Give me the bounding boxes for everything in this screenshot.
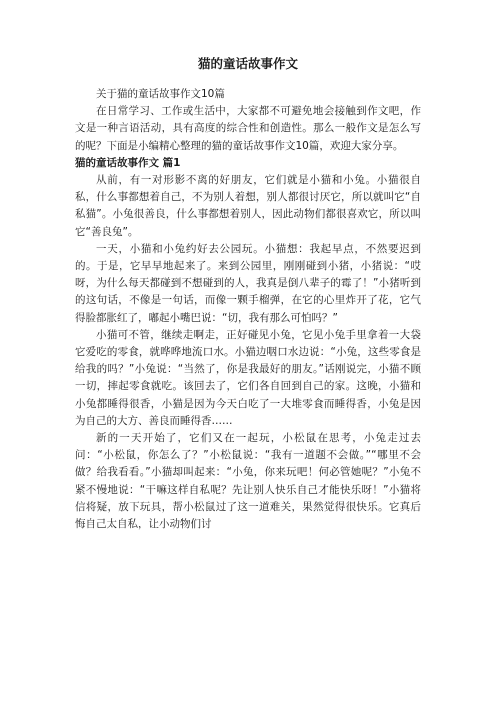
intro-line: 关于猫的童话故事作文10篇: [96, 88, 225, 100]
story-paragraph: 新的一天开始了，它们又在一起玩，小松鼠在思考，小兔走过去问：“小松鼠，你怎么了？”小松鼠说：“我有一道题不会做。”“哪里不会做？给我看看。”小猫却叫起来：“小兔，你来玩吧！何必管她呢？”小兔不紧不慢地说：“干嘛这样自私呢？先让别人快乐自己才能快乐呀！”小猫将信将疑，放下玩具，帮小松鼠过了这一道难关，果然觉得很快乐。它真后悔自己太自私，让小动物们讨: [75, 432, 421, 531]
section-heading: 猫的童话故事作文 篇1: [75, 156, 181, 169]
intro-paragraph: 在日常学习、工作或生活中，大家都不可避免地会接触到作文吧，作文是一种言语活动，具有高度的综合性和创造性。那么一般作文是怎么写的呢？下面是小编精心整理的猫的童话故事作文10篇，欢迎大家分享。: [75, 105, 421, 152]
story-paragraph: 一天，小猫和小兔约好去公园玩。小猫想：我起早点，不然要迟到的。于是，它早早地起来了。来到公园里，刚刚碰到小猪，小猪说：“哎呀，为什么每天都碰到不想碰到的人，我真是倒八辈子的霉了！”小猪听到的这句话，不像是一句话，而像一颗手榴弹，在它的心里炸开了花，它气得脸都胀红了，嘟起小嘴巴说：“切，我有那么可怕吗？”: [75, 242, 421, 324]
story-paragraph: 从前，有一对形影不离的好朋友，它们就是小猫和小兔。小猫很自私，什么事都想着自己，不为别人着想，别人都很讨厌它，所以就叫它“自私猫”。小兔很善良，什么事都想着别人，因此动物们都很喜欢它，所以叫它“善良兔”。: [75, 174, 421, 238]
story-paragraph: 小猫可不管，继续走啊走，正好碰见小兔，它见小兔手里拿着一大袋它爱吃的零食，就哗哗地流口水。小猫边咽口水边说：“小兔，这些零食是给我的吗？”小兔说：“当然了，你是我最好的朋友。”话刚说完，小猫不顾一切，摔起零食就吃。该回去了，它们各自回到自己的家。这晚，小猫和小兔都睡得很香，小猫是因为今天白吃了一大堆零食而睡得香，小兔是因为自己的大方、善良而睡得香……: [75, 328, 421, 427]
document-title: 猫的童话故事作文: [197, 56, 298, 71]
